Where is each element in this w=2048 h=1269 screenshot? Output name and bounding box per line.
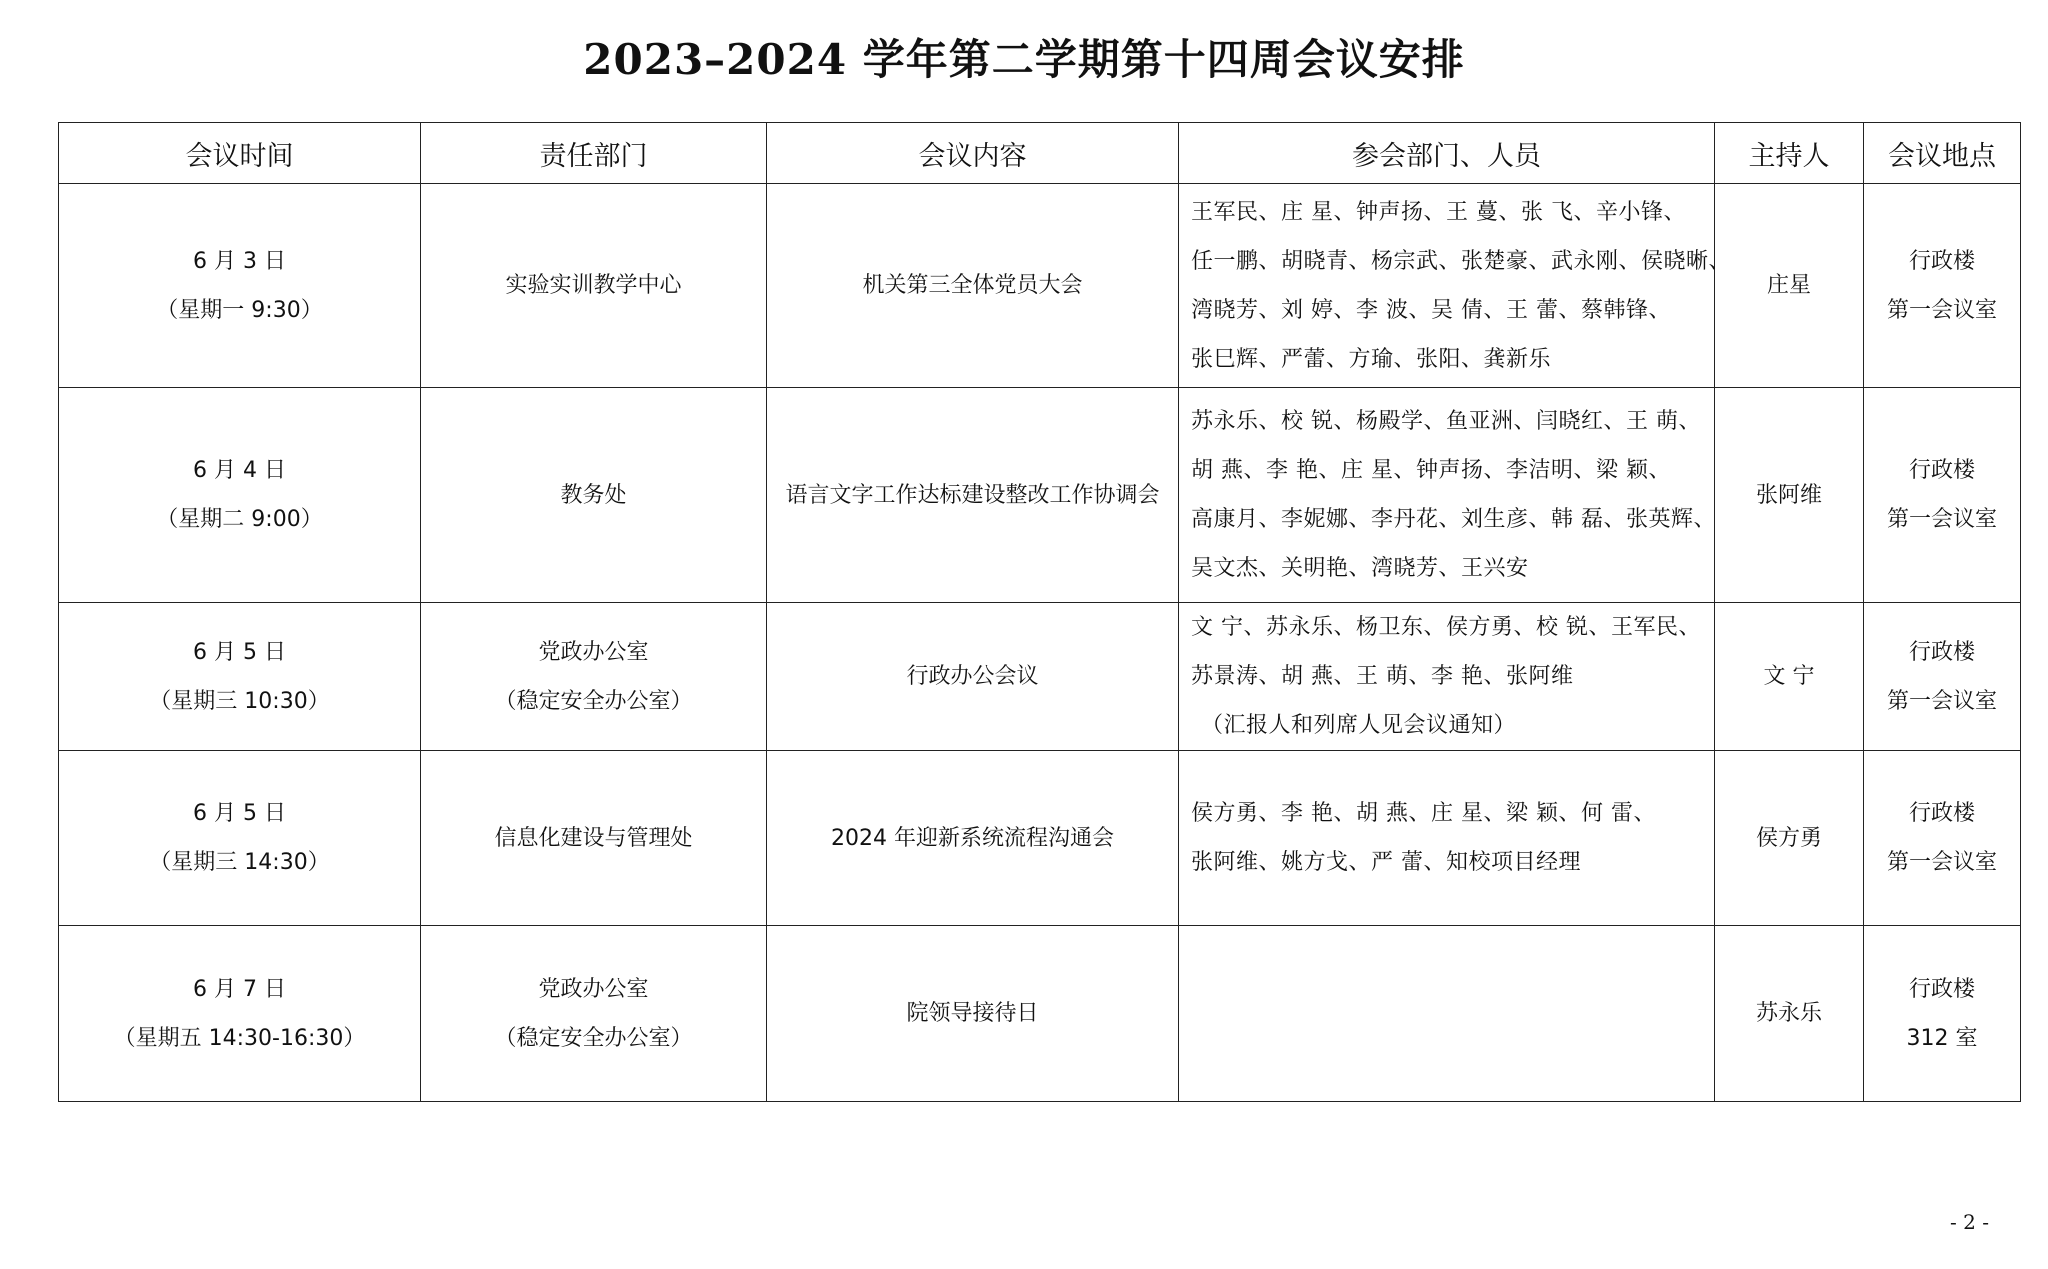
host-name: 侯方勇	[1755, 825, 1822, 851]
attendees-cell	[1179, 751, 1715, 926]
host-cell	[1715, 184, 1864, 388]
department-name: 信息化建设与管理处	[494, 825, 693, 851]
host-name: 文 宁	[1763, 664, 1815, 689]
host-cell	[1715, 603, 1864, 751]
attendee-line: 张巳辉、严蕾、方瑜、张阳、龚新乐	[1191, 346, 1552, 372]
department-name: 实验实训教学中心	[505, 273, 682, 298]
meeting-time-cell	[59, 926, 421, 1102]
location-cell	[1864, 603, 2021, 751]
meeting-content: 机关第三全体党员大会	[862, 273, 1083, 298]
header-content: 会议内容	[767, 123, 1179, 184]
host-name: 苏永乐	[1755, 1001, 1822, 1026]
meeting-content: 院领导接待日	[906, 1001, 1039, 1026]
department-cell	[421, 388, 767, 603]
header-department: 责任部门	[421, 123, 767, 184]
meeting-weekday-time: （星期一 9:30）	[156, 297, 323, 323]
department-cell	[421, 603, 767, 751]
location-building: 行政楼	[1908, 248, 1975, 274]
content-cell	[767, 926, 1179, 1102]
meeting-date: 6 月 4 日	[193, 458, 286, 483]
page-title: 2023–2024 学年第二学期第十四周会议安排	[583, 35, 1465, 84]
meeting-content: 语言文字工作达标建设整改工作协调会	[785, 482, 1160, 508]
attendee-line: 苏永乐、校 锐、杨殿学、鱼亚洲、闫晓红、王 萌、	[1191, 409, 1701, 434]
attendee-line: 任一鹏、胡晓青、杨宗武、张楚豪、武永刚、侯晓晰、	[1191, 248, 1732, 274]
location-cell	[1864, 751, 2021, 926]
department-name: 党政办公室	[538, 639, 649, 665]
attendee-line: 胡 燕、李 艳、庄 星、钟声扬、李洁明、梁 颖、	[1191, 458, 1671, 483]
meeting-weekday-time: （星期五 14:30-16:30）	[113, 1025, 366, 1051]
department-subname: （稳定安全办公室）	[494, 688, 693, 714]
attendee-line: 王军民、庄 星、钟声扬、王 蔓、张 飞、辛小锋、	[1191, 199, 1686, 225]
location-building: 行政楼	[1908, 801, 1975, 826]
location-room: 第一会议室	[1886, 688, 1997, 714]
attendee-line: 高康月、李妮娜、李丹花、刘生彦、韩 磊、张英辉、	[1191, 507, 1716, 532]
host-name: 张阿维	[1755, 482, 1822, 508]
attendees-cell	[1179, 388, 1715, 603]
host-cell	[1715, 751, 1864, 926]
meeting-content: 2024 年迎新系统流程沟通会	[831, 825, 1114, 851]
attendee-line: 张阿维、姚方戈、严 蕾、知校项目经理	[1191, 850, 1581, 875]
department-cell	[421, 751, 767, 926]
meeting-schedule-table	[58, 122, 2021, 1102]
host-cell	[1715, 388, 1864, 603]
meeting-time-cell	[59, 751, 421, 926]
content-cell	[767, 751, 1179, 926]
attendee-note: （汇报人和列席人见会议通知）	[1201, 713, 1517, 738]
table-header-row	[59, 123, 2021, 184]
department-name: 教务处	[560, 482, 627, 508]
content-cell	[767, 184, 1179, 388]
department-cell	[421, 184, 767, 388]
location-cell	[1864, 926, 2021, 1102]
location-building: 行政楼	[1908, 458, 1975, 483]
header-location: 会议地点	[1864, 123, 2021, 184]
location-room: 第一会议室	[1886, 297, 1997, 323]
page-number: - 2 -	[1950, 1210, 1989, 1234]
table-row	[59, 751, 2021, 926]
meeting-time-cell	[59, 603, 421, 751]
meeting-date: 6 月 3 日	[193, 248, 286, 274]
department-subname: （稳定安全办公室）	[494, 1025, 693, 1051]
meeting-date: 6 月 5 日	[193, 801, 286, 826]
location-building: 行政楼	[1908, 639, 1975, 665]
attendee-line: 湾晓芳、刘 婷、李 波、吴 倩、王 蕾、蔡韩锋、	[1191, 297, 1671, 323]
table-row	[59, 926, 2021, 1102]
department-cell	[421, 926, 767, 1102]
meeting-content: 行政办公会议	[906, 664, 1039, 689]
attendee-line: 文 宁、苏永乐、杨卫东、侯方勇、校 锐、王军民、	[1191, 615, 1701, 640]
meeting-weekday-time: （星期三 14:30）	[149, 850, 330, 875]
meeting-time-cell	[59, 184, 421, 388]
attendees-cell	[1179, 603, 1715, 751]
department-name: 党政办公室	[538, 976, 649, 1002]
meeting-time-cell	[59, 388, 421, 603]
attendees-cell	[1179, 184, 1732, 388]
meeting-weekday-time: （星期二 9:00）	[156, 507, 323, 532]
location-room: 第一会议室	[1886, 850, 1997, 875]
host-name: 庄星	[1766, 273, 1811, 298]
content-cell	[767, 388, 1179, 603]
table-row	[59, 388, 2021, 603]
meeting-date: 6 月 5 日	[193, 639, 286, 665]
host-cell	[1715, 926, 1864, 1102]
location-room: 312 室	[1906, 1025, 1978, 1051]
content-cell	[767, 603, 1179, 751]
attendee-line: 吴文杰、关明艳、湾晓芳、王兴安	[1191, 556, 1529, 581]
header-time: 会议时间	[59, 123, 421, 184]
header-attendees: 参会部门、人员	[1179, 123, 1715, 184]
location-cell	[1864, 184, 2021, 388]
meeting-weekday-time: （星期三 10:30）	[149, 688, 330, 714]
attendee-line: 苏景涛、胡 燕、王 萌、李 艳、张阿维	[1191, 664, 1574, 689]
table-row	[59, 184, 2021, 388]
meeting-date: 6 月 7 日	[193, 976, 286, 1002]
location-cell	[1864, 388, 2021, 603]
location-room: 第一会议室	[1886, 507, 1997, 532]
table-row	[59, 603, 2021, 751]
attendee-line: 侯方勇、李 艳、胡 燕、庄 星、梁 颖、何 雷、	[1191, 801, 1656, 826]
attendees-cell	[1179, 926, 1715, 1102]
location-building: 行政楼	[1908, 976, 1975, 1002]
header-host: 主持人	[1715, 123, 1864, 184]
